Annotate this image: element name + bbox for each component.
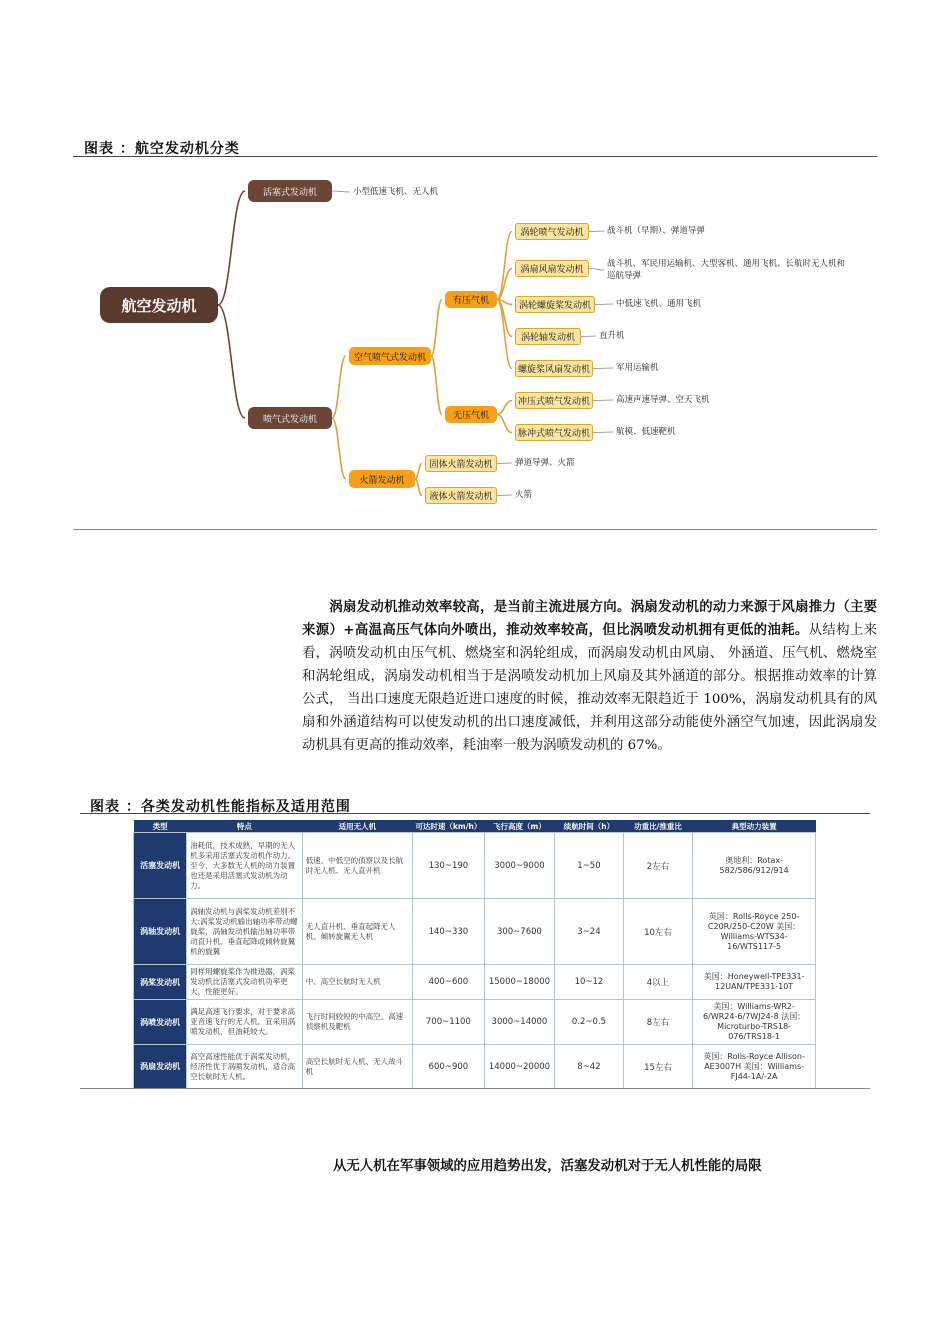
jet-node: 喷气式发动机 [248,407,332,429]
cell-ratio: 2左右 [623,833,693,899]
engine-performance-table [133,820,816,1089]
leaf-turbofan-use: 战斗机、军民用运输机、大型客机、通用飞机、长航时无人机和巡航导弹 [607,259,846,281]
cell-altitude: 15000~18000 [484,965,555,1000]
paragraph-normal: 从结构上来看，涡喷发动机由压气机、燃烧室和涡轮组成，而涡扇发动机由风扇、 外涵道、压气机、燃烧室和涡轮组成，涡扇发动机相当于是涡喷发动机加上风扇及其外涵道的部分。根据推动效率的计算公式， 当出口速度无限趋近进口速度的时候，推动效率无限趋近于 100%，涡扇发动机具有的风扇和外涵道结构可以使发动机的出口速度减低，并利用这部分动能使外涵空气加速，因此涡扇发动机具有更高的推动效率，耗油率一般为涡喷发动机的 67%。 [302,623,878,753]
table-row [134,1045,816,1089]
cell-speed: 600~900 [413,1045,485,1089]
connector-leaf-turbofan-to-leaf-turbofan-use [589,269,604,271]
header-engine: 典型动力装置 [693,820,816,833]
cell-endurance: 1~50 [555,833,624,899]
rocket-node: 火箭发动机 [349,470,415,488]
connector-root-node-to-piston-node [218,191,245,305]
figure1-top-rule [73,156,877,157]
cell-engine: 奥地利：Rotax-582/586/912/914 [693,833,816,899]
cell-feature: 高空高速性能优于涡桨发动机，经济性优于涡喷发动机，适合高空长航时无人机。 [187,1045,303,1089]
connector-airbreathing-node-to-compressor-node [431,300,442,357]
leaf-turboprop: 涡轮螺旋桨发动机 [515,296,595,313]
cell-ratio: 4以上 [623,965,693,1000]
leaf-ramjet-use: 高速声速导弹、空天飞机 [616,395,710,405]
cell-type: 涡桨发动机 [134,965,187,1000]
leaf-turbojet: 涡轮喷气发动机 [515,223,589,240]
leaf-ramjet: 冲压式喷气发动机 [515,392,593,409]
cell-uav: 高空长航时无人机、无人战斗机 [302,1045,412,1089]
connector-jet-node-to-airbreathing-node [332,356,346,418]
cell-ratio: 15左右 [623,1045,693,1089]
cell-uav: 低速、中低空的侦察以及长航时无人机、无人直升机 [302,833,412,899]
table-row [134,899,816,965]
cell-type: 涡喷发动机 [134,1000,187,1045]
leaf-solid-rocket: 固体火箭发动机 [425,455,497,472]
header-ratio: 功重比/推重比 [623,820,693,833]
connector-leaf-pulsejet-to-leaf-pulsejet-use [593,432,613,433]
leaf-turboshaft: 涡轮轴发动机 [515,328,581,345]
connector-rocket-node-to-leaf-liquid-rocket [415,479,422,496]
leaf-turbofan: 涡扇风扇发动机 [515,260,589,277]
cell-endurance: 0.2~0.5 [555,1000,624,1045]
figure2-title: 图表 ：各类发动机性能指标及适用范围 [90,799,351,815]
leaf-pulsejet-use: 航模、低速靶机 [616,427,676,437]
cell-engine: 美国：Honeywell-TPE331-12UAN/TPE331-10T [693,965,816,1000]
table-header-row [134,820,816,833]
cell-uav: 飞行时间较短的中高空、高速侦察机及靶机 [302,1000,412,1045]
cell-type: 活塞发动机 [134,833,187,899]
cell-speed: 700~1100 [413,1000,485,1045]
connector-leaf-solid-rocket-to-leaf-solid-rocket-use [497,463,512,464]
connector-leaf-turboprop-to-leaf-turboprop-use [595,304,613,305]
cell-engine: 英国：Rolls-Royce Allison-AE3007H 美国：Williams-FJ44-1A/-2A [693,1045,816,1089]
cell-altitude: 3000~14000 [484,1000,555,1045]
connector-airbreathing-node-to-noncompressor-node [431,356,442,415]
figure1-bottom-rule [73,529,877,530]
leaf-turboshaft-use: 直升机 [599,331,625,341]
noncompressor-node: 无压气机 [445,406,497,423]
airbreathing-node: 空气喷气式发动机 [349,347,431,365]
leaf-turboprop-use: 中低速飞机、通用飞机 [616,299,702,309]
leaf-solid-rocket-use: 弹道导弹、火箭 [515,458,575,468]
cell-uav: 无人直升机、垂直起降无人机、倾转旋翼无人机 [302,899,412,965]
leaf-propfan-use: 军用运输机 [616,363,659,373]
cell-endurance: 3~24 [555,899,624,965]
cell-altitude: 3000~9000 [484,833,555,899]
cell-engine: 英国：Rolls-Royce 250-C20R/250-C20W 美国：Williams-WTS34-16/WTS117-5 [693,899,816,965]
connector-rocket-node-to-leaf-solid-rocket [415,464,422,480]
cell-endurance: 8~42 [555,1045,624,1089]
cell-endurance: 10~12 [555,965,624,1000]
header-type: 类型 [134,820,187,833]
cell-type: 涡轴发动机 [134,899,187,965]
root-node: 航空发动机 [100,287,218,323]
header-endurance: 续航时间（h） [555,820,624,833]
cell-speed: 400~600 [413,965,485,1000]
cell-ratio: 8左右 [623,1000,693,1045]
cell-feature: 涡轴发动机与涡桨发动机差别不大:涡桨发动机输出轴功率带动螺旋桨，涡轴发动机输出轴功率带动直升机、垂直起降或倾转旋翼机的旋翼 [187,899,303,965]
piston-use: 小型低速飞机、无人机 [353,187,439,197]
cell-feature: 油耗低，技术成熟，早期的无人机多采用活塞式发动机作动力。至今，大多数无人机的动力装置也还是采用活塞式发动机为动力。 [187,833,303,899]
compressor-node: 有压气机 [445,291,497,308]
connector-leaf-ramjet-to-leaf-ramjet-use [593,400,613,401]
figure2-top-rule [80,813,870,814]
cell-type: 涡扇发动机 [134,1045,187,1089]
body-paragraph [302,596,877,757]
engine-classification-mindmap [95,170,875,515]
header-altitude: 飞行高度（m） [484,820,555,833]
connector-leaf-propfan-to-leaf-propfan-use [593,368,613,369]
connector-noncompressor-node-to-leaf-pulsejet [497,415,512,433]
footer-text: 从无人机在军事领域的应用趋势出发，活塞发动机对于无人机性能的局限 [333,1158,762,1174]
cell-engine: 美国：Williams-WR2-6/WR24-6/7WJ24-8 法国：Microturbo-TRS18-076/TRS18-1 [693,1000,816,1045]
leaf-turbojet-use: 战斗机（早期）、弹道导弹 [607,226,705,236]
connector-leaf-liquid-rocket-to-leaf-liquid-rocket-use [497,495,512,496]
cell-ratio: 10左右 [623,899,693,965]
connector-leaf-turbojet-to-leaf-turbojet-use [589,231,604,232]
connector-piston-node-to-piston-use [332,191,350,192]
connector-compressor-node-to-leaf-turbojet [497,232,512,300]
cell-uav: 中、高空长航时无人机 [302,965,412,1000]
paragraph-bold: 涡扇发动机推动效率较高，是当前主流进展方向。涡扇发动机的动力来源于风扇推力（主要来源）+高温高压气体向外喷出，推动效率较高，但比涡喷发动机拥有更低的油耗。 [302,599,877,638]
cell-altitude: 300~7600 [484,899,555,965]
header-uav: 适用无人机 [302,820,412,833]
header-speed: 可达时速（km/h） [413,820,485,833]
cell-speed: 130~190 [413,833,485,899]
leaf-propfan: 螺旋桨风扇发动机 [515,360,593,377]
figure2-bottom-rule [80,1088,870,1089]
cell-feature: 满足高速飞行要求，对于要求高亚音速飞行的无人机，宜采用涡喷发动机，但油耗较大。 [187,1000,303,1045]
cell-feature: 同样用螺旋桨作为推进器，涡桨发动机比活塞式发动机功率更大，性能更好。 [187,965,303,1000]
connector-noncompressor-node-to-leaf-ramjet [497,401,512,415]
leaf-liquid-rocket: 液体火箭发动机 [425,487,497,504]
cell-speed: 140~330 [413,899,485,965]
connector-root-node-to-jet-node [218,305,245,418]
table-row [134,965,816,1000]
connector-jet-node-to-rocket-node [332,418,346,479]
table-row [134,833,816,899]
table-row [134,1000,816,1045]
piston-node: 活塞式发动机 [248,180,332,202]
connector-leaf-turboshaft-to-leaf-turboshaft-use [581,336,596,337]
header-feature: 特点 [187,820,303,833]
leaf-pulsejet: 脉冲式喷气发动机 [515,424,593,441]
leaf-liquid-rocket-use: 火箭 [515,490,533,500]
cell-altitude: 14000~20000 [484,1045,555,1089]
figure1-title: 图表 ：航空发动机分类 [84,141,240,157]
